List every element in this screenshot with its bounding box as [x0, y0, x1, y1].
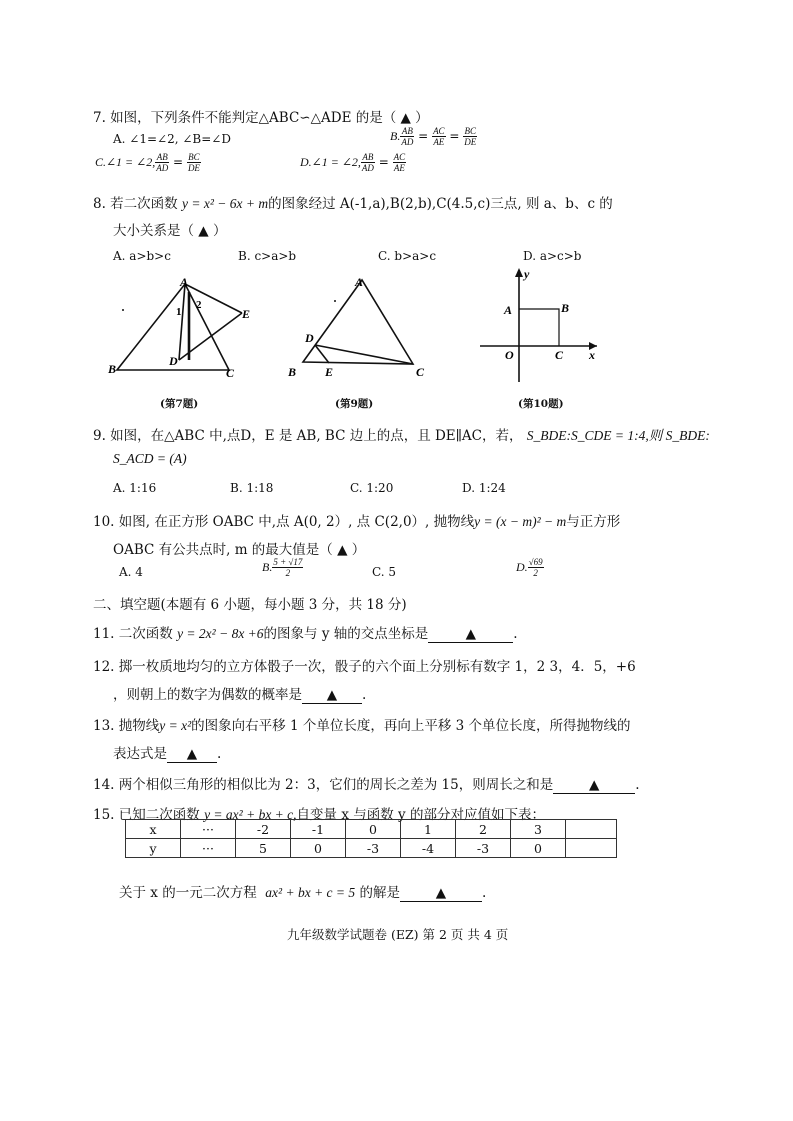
fig7-line-ae	[185, 284, 242, 313]
q11-answer-blank: ▲	[428, 626, 513, 643]
q13-line2: 表达式是 ▲ .	[113, 746, 222, 762]
q9-stem: 9. 如图，在△ABC 中,点D，E 是 AB, BC 边上的点，且 DE∥AC，若， S_BDE:S_CDE = 1:4,则 S_BDE:	[93, 428, 710, 444]
q7-option-b: B. $\frac{AB}{AD}$ = $\frac{AC}{AE}$ = $\frac{BC}{DE}$	[390, 126, 477, 147]
q10-option-d: D. $\frac{√69}{2}$	[516, 557, 543, 578]
q9-stem-line2: S_ACD = (A)	[113, 451, 187, 466]
q13-answer-blank: ▲	[167, 746, 217, 763]
q12-answer-blank: ▲	[302, 687, 362, 704]
page-footer: 九年级数学试题卷 (EZ) 第 2 页 共 4 页	[287, 927, 509, 942]
fig10-y-arrow	[515, 268, 523, 277]
table-cell	[566, 820, 617, 839]
q10-option-c: C. 5	[372, 565, 397, 579]
fig7-label-b: B	[108, 362, 117, 376]
table-cell: 0	[291, 839, 346, 858]
q10-stem: 10. 如图, 在正方形 OABC 中,点 A(0, 2）, 点 C(2,0）, 抛物线y = (x − m)² − m与正方形	[93, 514, 621, 530]
fig9-label-e: E	[325, 365, 334, 379]
q10-option-b: B. $\frac{5 + √17}{2}$	[262, 557, 303, 578]
fig9-caption: (第9题)	[335, 398, 374, 410]
table-cell: y	[126, 839, 181, 858]
q15-question: 关于 x 的一元二次方程 ax² + bx + c = 5 的解是 ▲ .	[119, 885, 487, 901]
q8-stem-line2: 大小关系是（ ▲ ）	[113, 223, 227, 239]
table-cell: x	[126, 820, 181, 839]
fig7-label-d: D	[169, 354, 178, 368]
q7-stem: 7. 如图，下列条件不能判定△ABC∽△ADE 的是（ ▲ ）	[93, 110, 429, 126]
q8-option-b: B. c>a>b	[238, 249, 297, 263]
q11: 11. 二次函数 y = 2x² − 8x +6的图象与 y 轴的交点坐标是 ▲ .	[93, 626, 518, 642]
q12-line1: 12. 掷一枚质地均匀的立方体骰子一次，骰子的六个面上分别标有数字 1，2 3，4．5，+6	[93, 659, 636, 675]
q10-stem-line2: OABC 有公共点时, m 的最大值是（ ▲ ）	[113, 542, 366, 558]
table-cell: 3	[511, 820, 566, 839]
fig7-label-a: A	[180, 275, 189, 289]
fig7-label-c: C	[226, 366, 235, 380]
q9-option-c: C. 1:20	[350, 481, 394, 495]
table-cell: -3	[346, 839, 401, 858]
fig10-label-y: y	[524, 267, 530, 281]
q8-option-a: A. a>b>c	[113, 249, 171, 263]
fig7-label-1: 1	[176, 306, 182, 318]
q7-option-a: A. ∠1=∠2, ∠B=∠D	[113, 132, 231, 146]
table-cell	[566, 839, 617, 858]
table-cell: 0	[346, 820, 401, 839]
q13-line1: 13. 抛物线y = x²的图象向右平移 1 个单位长度，再向上平移 3 个单位长度，所得抛物线的	[93, 718, 631, 734]
q8-option-d: D. a>c>b	[523, 249, 582, 263]
figure-9	[285, 270, 445, 410]
fig10-label-o: O	[505, 348, 514, 362]
table-row-x	[126, 820, 617, 839]
fig9-label-a: A	[355, 275, 364, 289]
q7-option-c: C.∠1 = ∠2, $\frac{AB}{AD}$ = $\frac{BC}{DE}$	[95, 152, 200, 173]
table-cell: -1	[291, 820, 346, 839]
q10-option-a: A. 4	[119, 565, 143, 579]
q9-option-d: D. 1:24	[462, 481, 506, 495]
fig9-label-c: C	[416, 365, 425, 379]
fig10-label-x: x	[589, 348, 595, 362]
fig9-label-b: B	[288, 365, 297, 379]
table-cell: 2	[456, 820, 511, 839]
fig10-square-ab-bc	[519, 309, 559, 346]
fig7-line-ad	[179, 284, 185, 360]
fig7-caption: (第7题)	[160, 398, 199, 410]
fig10-label-c: C	[555, 348, 564, 362]
q15-value-table	[125, 819, 617, 858]
fig10-label-a: A	[504, 303, 513, 317]
q8-stem: 8. 若二次函数 y = x² − 6x + m的图象经过 A(-1,a),B(2,b),C(4.5,c)三点, 则 a、b、c 的	[93, 196, 613, 212]
q7-option-d: D.∠1 = ∠2, $\frac{AB}{AD}$ = $\frac{AC}{AE}$	[300, 152, 406, 173]
table-cell: 1	[401, 820, 456, 839]
q9-option-b: B. 1:18	[230, 481, 274, 495]
fig10-caption: (第10题)	[518, 398, 564, 410]
table-cell: -2	[236, 820, 291, 839]
q14-answer-blank: ▲	[553, 777, 635, 794]
q15-stem: 15. 已知二次函数 y = ax² + bx + c,自变量 x 与函数 y 的部分对应值如下表：	[93, 807, 545, 823]
section2-title: 二、填空题(本题有 6 小题，每小题 3 分，共 18 分)	[93, 597, 407, 613]
table-cell: -4	[401, 839, 456, 858]
table-cell: 0	[511, 839, 566, 858]
table-cell: 5	[236, 839, 291, 858]
q12-line2: ，则朝上的数字为偶数的概率是 ▲ .	[113, 687, 367, 703]
table-cell: ···	[181, 839, 236, 858]
q15-answer-blank: ▲	[400, 885, 482, 902]
figure-7	[105, 270, 265, 410]
q8-option-c: C. b>a>c	[378, 249, 437, 263]
fig10-label-b: B	[561, 301, 570, 315]
table-cell: -3	[456, 839, 511, 858]
figure-10	[475, 262, 610, 392]
table-cell: ···	[181, 820, 236, 839]
q14: 14. 两个相似三角形的相似比为 2：3，它们的周长之差为 15，则周长之和是 ▲ .	[93, 777, 640, 793]
fig7-label-e: E	[242, 307, 251, 321]
table-row-y	[126, 839, 617, 858]
q9-option-a: A. 1:16	[113, 481, 157, 495]
fig9-line-dc	[315, 345, 413, 364]
fig7-label-2: 2	[196, 299, 202, 311]
fig9-label-d: D	[305, 331, 314, 345]
